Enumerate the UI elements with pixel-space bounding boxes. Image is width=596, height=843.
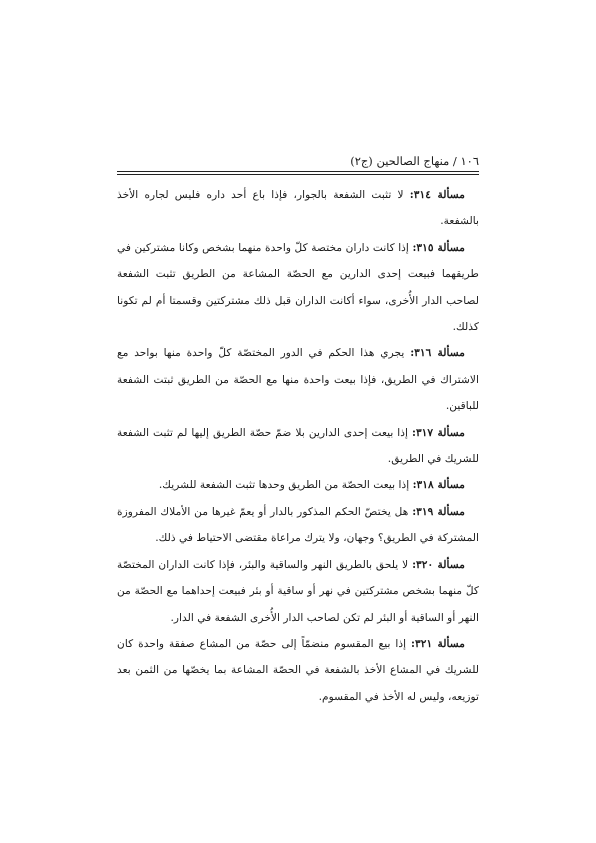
issue-paragraph	[117, 235, 479, 341]
issue-title: مسألة ٣٢١:	[411, 636, 465, 650]
issue-text: لا تثبت الشفعة بالجوار، فإذا باع أحد داره فليس لجاره الأخذ بالشفعة.	[117, 188, 479, 228]
issue-paragraph	[117, 340, 479, 419]
header-rule-bottom	[117, 174, 479, 175]
issue-title: مسألة ٣٢٠:	[412, 557, 465, 571]
issue-paragraph	[117, 552, 479, 631]
issue-text: إذا بيع المقسوم منضمّاً إلى حصّة من المشاع صفقة واحدة كان للشريك في المشاع الأخذ بالشفعة في الحصّة المشاعة بما يخصّها من الثمن بعد توزيعه، وليس له الأخذ في المقسوم.	[117, 636, 479, 703]
issue-text: إذا كانت داران مختصة كلّ واحدة منهما بشخص وكانا مشتركين في طريقهما فبيعت إحدى الدارين مع الحصّة المشاعة من الطريق تثبت الشفعة لصاحب الدار الأُخرى، سواء أكانت الداران قبل ذلك مشتركتين وقسمتا أم لم تكونا كذلك.	[117, 240, 479, 334]
issue-text: يجري هذا الحكم في الدور المختصّة كلّ واحدة منها بواحد مع الاشتراك في الطريق، فإذا بيعت واحدة منها مع الحصّة من الطريق ثبتت الشفعة للباقين.	[117, 346, 479, 413]
issue-title: مسألة ٣١٧:	[411, 425, 465, 439]
issue-title: مسألة ٣١٨:	[412, 478, 465, 492]
running-header: ١٠٦ / منهاج الصالحين (ج٢)	[350, 154, 479, 168]
issue-paragraph	[117, 182, 479, 235]
header-rule-top	[117, 171, 479, 172]
issue-paragraph	[117, 499, 479, 552]
issue-text: هل يختصّ الحكم المذكور بالدار أو يعمّ غيرها من الأملاك المفروزة المشتركة في الطريق؟ وجهان، ولا يترك مراعاة مقتضى الاحتياط في ذلك.	[117, 504, 479, 545]
page-body	[117, 182, 479, 710]
issue-title: مسألة ٣١٥:	[412, 240, 465, 254]
issue-text: إذا بيعت إحدى الدارين بلا ضمّ حصّة الطريق إليها لم تثبت الشفعة للشريك في الطريق.	[117, 425, 479, 466]
issue-text: لا يلحق بالطريق النهر والساقية والبئر، فإذا كانت الداران المختصّة كلّ منهما بشخص مشتركتين في نهر أو ساقية أو بئر فبيعت إحداهما مع الحصّة من النهر أو الساقية أو البئر لم تكن لصاحب الدار الأُخرى الشفعة في الدار.	[117, 557, 479, 624]
issue-title: مسألة ٣١٦:	[410, 346, 465, 360]
issue-paragraph	[117, 631, 479, 710]
issue-paragraph	[117, 420, 479, 473]
issue-paragraph	[117, 472, 479, 498]
issue-title: مسألة ٣١٤:	[409, 188, 465, 201]
issue-text: إذا بيعت الحصّة من الطريق وحدها تثبت الشفعة للشريك.	[158, 478, 413, 492]
issue-title: مسألة ٣١٩:	[412, 504, 465, 518]
